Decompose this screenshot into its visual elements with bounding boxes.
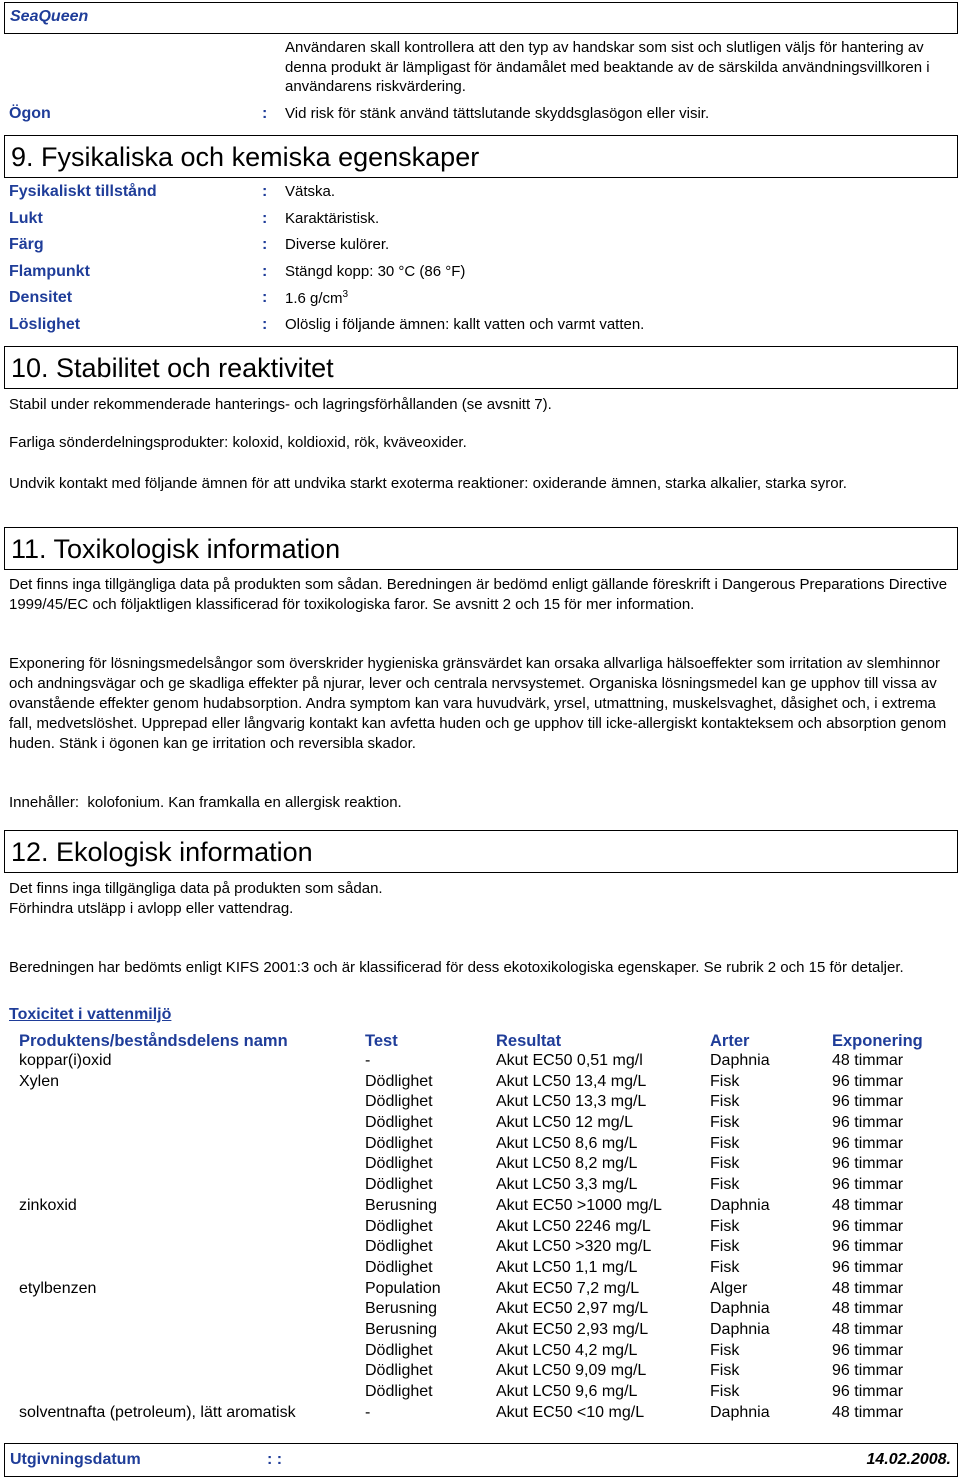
result-cell: Akut LC50 1,1 mg/L — [496, 1258, 638, 1276]
contains-value: kolofonium. Kan framkalla en allergisk reaktion. — [87, 794, 402, 811]
toxicity-table — [19, 1031, 942, 1424]
brand-label: SeaQueen — [10, 8, 89, 25]
product-name-cell — [19, 1362, 365, 1383]
property-value: Vätska. — [285, 183, 336, 200]
property-label: Färg — [9, 236, 44, 253]
table-row — [19, 1135, 942, 1156]
test-cell: Dödlighet — [365, 1134, 433, 1152]
product-name-cell — [19, 1342, 365, 1363]
exposure-cell: 48 timmar — [832, 1196, 904, 1214]
result-cell: Akut EC50 0,51 mg/l — [496, 1052, 643, 1069]
eyes-label: Ögon — [9, 105, 51, 122]
product-name-cell — [19, 1176, 365, 1197]
section-9-title: 9. Fysikaliska och kemiska egenskaper — [11, 142, 480, 172]
species-cell: Fisk — [710, 1362, 740, 1380]
column-header: Produktens/beståndsdelens namn — [19, 1032, 288, 1050]
species-cell: Fisk — [710, 1176, 740, 1194]
exposure-cell: 96 timmar — [832, 1258, 904, 1276]
test-cell: Berusning — [365, 1300, 438, 1318]
exposure-cell: 96 timmar — [832, 1217, 904, 1235]
result-cell: Akut LC50 >320 mg/L — [496, 1238, 652, 1256]
column-header: Resultat — [496, 1032, 562, 1050]
eyes-value: Vid risk för stänk använd tättslutande skyddsglasögon eller visir. — [285, 105, 710, 122]
table-row — [19, 1383, 942, 1404]
section-10-heading — [4, 346, 958, 389]
exposure-cell: 96 timmar — [832, 1238, 904, 1256]
result-cell: Akut EC50 7,2 mg/L — [496, 1279, 640, 1297]
species-cell: Fisk — [710, 1341, 740, 1359]
exposure-cell: 96 timmar — [832, 1114, 904, 1132]
species-cell: Fisk — [710, 1114, 740, 1132]
species-cell: Fisk — [710, 1093, 740, 1111]
issue-date-label: Utgivningsdatum — [10, 1451, 141, 1468]
header-box — [4, 2, 958, 34]
exposure-cell: 96 timmar — [832, 1134, 904, 1152]
table-row — [19, 1321, 942, 1342]
exposure-cell: 96 timmar — [832, 1072, 904, 1090]
species-cell: Fisk — [710, 1238, 740, 1256]
exposure-cell: 48 timmar — [832, 1403, 904, 1421]
exposure-cell: 96 timmar — [832, 1362, 904, 1380]
issue-date-colons: : : — [267, 1451, 283, 1468]
species-cell: Fisk — [710, 1072, 740, 1090]
product-name-cell — [19, 1321, 365, 1342]
product-name-cell — [19, 1238, 365, 1259]
test-cell: Dödlighet — [365, 1383, 433, 1400]
property-value: Stängd kopp: 30 °C (86 °F) — [285, 263, 466, 280]
test-cell: Berusning — [365, 1196, 438, 1214]
table-row — [19, 1362, 942, 1383]
decomposition-text: Farliga sönderdelningsprodukter: koloxid, koldioxid, rök, kväveoxider. — [9, 434, 467, 451]
result-cell: Akut EC50 >1000 mg/L — [496, 1196, 662, 1214]
table-row — [19, 1093, 942, 1114]
result-cell: Akut LC50 8,6 mg/L — [496, 1134, 638, 1152]
section-10-title: 10. Stabilitet och reaktivitet — [11, 353, 334, 383]
density-exponent: 3 — [342, 289, 349, 300]
species-cell: Daphnia — [710, 1300, 770, 1318]
exposure-cell: 96 timmar — [832, 1093, 904, 1111]
property-colon: : — [262, 316, 268, 333]
table-row — [19, 1342, 942, 1363]
species-cell: Daphnia — [710, 1196, 770, 1214]
exposure-cell: 48 timmar — [832, 1052, 904, 1069]
product-name-cell: zinkoxid — [19, 1196, 77, 1214]
property-colon: : — [262, 289, 268, 306]
ecology-prevent: Förhindra utsläpp i avlopp eller vattendrag. — [9, 900, 294, 917]
property-label: Löslighet — [9, 316, 81, 333]
exposure-cell: 96 timmar — [832, 1155, 904, 1173]
kifs-text: Beredningen har bedömts enligt KIFS 2001:3 och är klassificerad för dess ekotoxikologiska egenskaper. Se rubrik 2 och 15 för detaljer. — [9, 959, 904, 976]
column-header: Test — [365, 1032, 398, 1050]
table-row — [19, 1114, 942, 1135]
section-11-heading — [4, 527, 958, 570]
result-cell: Akut EC50 2,97 mg/L — [496, 1300, 649, 1318]
exposure-cell: 48 timmar — [832, 1300, 904, 1318]
species-cell: Daphnia — [710, 1320, 770, 1338]
table-row — [19, 1300, 942, 1321]
table-row — [19, 1259, 942, 1280]
result-cell: Akut LC50 4,2 mg/L — [496, 1341, 638, 1359]
result-cell: Akut LC50 13,4 mg/L — [496, 1072, 647, 1090]
exposure-cell: 96 timmar — [832, 1383, 904, 1400]
product-name-cell — [19, 1300, 365, 1321]
toxicology-summary: Det finns inga tillgängliga data på produkten som sådan. Beredningen är bedömd enligt gällande föreskrift i Dangerous Preparations Directive 1999/45/EC och följaktligen klassificerad för toxikologiska faror. Se avsnitt 2 och 15 för mer information. — [9, 576, 948, 613]
product-name-cell — [19, 1218, 365, 1239]
table-row — [19, 1155, 942, 1176]
table-row — [19, 1238, 942, 1259]
aquatic-toxicity-link[interactable]: Toxicitet i vattenmiljö — [9, 1006, 172, 1023]
contains-label: Innehåller: — [9, 794, 80, 811]
test-cell: Dödlighet — [365, 1114, 433, 1132]
test-cell: Dödlighet — [365, 1155, 433, 1173]
section-12-title: 12. Ekologisk information — [11, 837, 313, 867]
test-cell: Berusning — [365, 1320, 438, 1338]
contains-line — [9, 793, 949, 813]
result-cell: Akut LC50 9,6 mg/L — [496, 1383, 638, 1400]
section-11-title: 11. Toxikologisk information — [11, 534, 341, 564]
species-cell: Fisk — [710, 1134, 740, 1152]
table-row — [19, 1218, 942, 1239]
product-name-cell — [19, 1135, 365, 1156]
test-cell: Dödlighet — [365, 1176, 433, 1194]
exposure-cell: 96 timmar — [832, 1176, 904, 1194]
table-row — [19, 1404, 942, 1425]
product-name-cell — [19, 1114, 365, 1135]
column-header: Exponering — [832, 1032, 923, 1050]
test-cell: Dödlighet — [365, 1072, 433, 1090]
test-cell: Dödlighet — [365, 1093, 433, 1111]
species-cell: Fisk — [710, 1383, 740, 1400]
property-value: Diverse kulörer. — [285, 236, 390, 253]
table-header-row — [19, 1031, 942, 1052]
result-cell: Akut LC50 12 mg/L — [496, 1114, 633, 1132]
gloves-text: Användaren skall kontrollera att den typ av handskar som sist och slutligen väljs för hantering av denna produkt är lämpligast för ändamålet med beaktande av de särskilda användningsvillkoren i användarens riskvärdering. — [285, 39, 930, 95]
result-cell: Akut LC50 3,3 mg/L — [496, 1176, 638, 1194]
product-name-cell: etylbenzen — [19, 1279, 97, 1297]
property-colon: : — [262, 236, 268, 253]
exposure-cell: 48 timmar — [832, 1320, 904, 1338]
result-cell: Akut LC50 2246 mg/L — [496, 1217, 651, 1235]
species-cell: Fisk — [710, 1258, 740, 1276]
species-cell: Fisk — [710, 1217, 740, 1235]
result-cell: Akut LC50 8,2 mg/L — [496, 1155, 638, 1173]
property-colon: : — [262, 183, 268, 200]
property-colon: : — [262, 210, 268, 227]
section-12-heading — [4, 830, 958, 873]
test-cell: Dödlighet — [365, 1258, 433, 1276]
species-cell: Alger — [710, 1279, 748, 1297]
ecology-no-data: Det finns inga tillgängliga data på produkten som sådan. — [9, 880, 383, 897]
property-label: Lukt — [9, 210, 43, 227]
test-cell: Dödlighet — [365, 1217, 433, 1235]
product-name-cell — [19, 1155, 365, 1176]
column-header: Arter — [710, 1032, 750, 1050]
product-name-cell: solventnafta (petroleum), lätt aromatisk — [19, 1403, 296, 1421]
property-value: Olöslig i följande ämnen: kallt vatten och varmt vatten. — [285, 316, 645, 333]
test-cell: Dödlighet — [365, 1238, 433, 1256]
stability-text: Stabil under rekommenderade hanterings- och lagringsförhållanden (se avsnitt 7). — [9, 396, 552, 413]
result-cell: Akut LC50 9,09 mg/L — [496, 1362, 647, 1380]
table-body — [19, 1052, 942, 1424]
species-cell: Daphnia — [710, 1052, 770, 1069]
test-cell: Dödlighet — [365, 1362, 433, 1380]
property-value — [285, 289, 348, 307]
density-value: 1.6 g/cm — [285, 290, 343, 307]
species-cell: Fisk — [710, 1155, 740, 1173]
product-name-cell — [19, 1259, 365, 1280]
result-cell: Akut LC50 13,3 mg/L — [496, 1093, 647, 1111]
test-cell: Dödlighet — [365, 1341, 433, 1359]
issue-date-value: 14.02.2008. — [866, 1451, 951, 1468]
product-name-cell — [19, 1093, 365, 1114]
property-label: Fysikaliskt tillstånd — [9, 183, 157, 200]
property-label: Flampunkt — [9, 263, 90, 280]
exposure-cell: 48 timmar — [832, 1279, 904, 1297]
avoid-contact-text: Undvik kontakt med följande ämnen för att undvika starkt exoterma reaktioner: oxiderande ämnen, starka alkalier, starka syror. — [9, 475, 847, 492]
result-cell: Akut EC50 <10 mg/L — [496, 1403, 645, 1421]
table-row — [19, 1280, 942, 1301]
property-label: Densitet — [9, 289, 73, 306]
table-row — [19, 1197, 942, 1218]
footer-bar — [4, 1443, 958, 1477]
species-cell: Daphnia — [710, 1403, 770, 1421]
result-cell: Akut EC50 2,93 mg/L — [496, 1320, 649, 1338]
section-9-heading — [4, 135, 958, 178]
eyes-colon: : — [262, 105, 268, 122]
product-name-cell — [19, 1383, 365, 1404]
property-colon: : — [262, 263, 268, 280]
exposure-cell: 96 timmar — [832, 1341, 904, 1359]
product-name-cell: Xylen — [19, 1072, 60, 1090]
product-name-cell: koppar(i)oxid — [19, 1052, 112, 1069]
property-value: Karaktäristisk. — [285, 210, 380, 227]
test-cell: - — [365, 1403, 371, 1421]
table-row — [19, 1052, 942, 1073]
table-row — [19, 1176, 942, 1197]
exposure-text: Exponering för lösningsmedelsångor som överskrider hygieniska gränsvärdet kan orsaka allvarliga hälsoeffekter som irritation av slemhinnor och andningsvägar och ge skadliga effekter på njurar, lever och centrala nervsystemet. Organiska lösningsmedel kan ge upphov till vissa av ovanstående effekter genom hudabsorption. Andra symptom kan vara huvudvärk, yrsel, utmattning, muskelsvaghet, dåsighet och, i extrema fall, medvetslöshet. Upprepad eller långvarig kontakt kan avfetta huden och ge upphov till icke-allergiskt kontakteksem och absorption genom huden. Stänk i ögonen kan ge irritation och reversibla skador. — [9, 655, 947, 752]
test-cell: Population — [365, 1279, 441, 1297]
table-row — [19, 1073, 942, 1094]
test-cell: - — [365, 1052, 371, 1069]
